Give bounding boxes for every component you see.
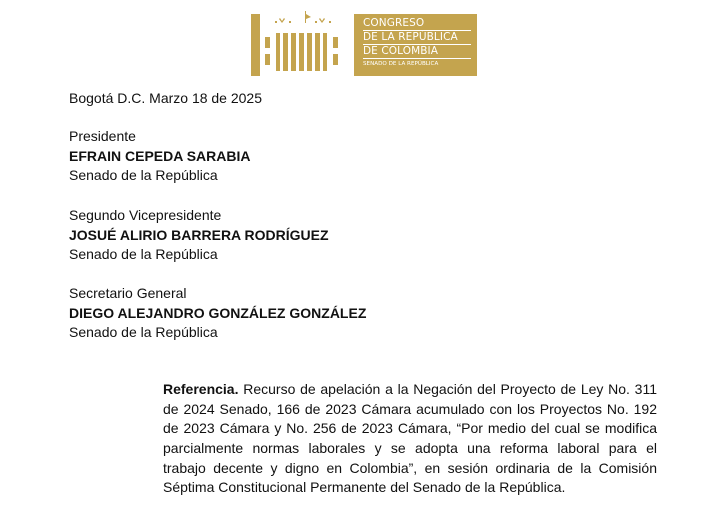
recipient-block xyxy=(69,127,251,186)
reference-line-content xyxy=(163,380,657,400)
recipient-name: DIEGO ALEJANDRO GONZÁLEZ GONZÁLEZ xyxy=(69,304,367,321)
reference-line xyxy=(163,400,657,420)
recipient-institution: Senado de la República xyxy=(69,167,218,183)
reference-text: Recurso de apelación a la Negación del Proyecto de Ley No. 311 xyxy=(238,381,657,397)
reference-text: de 2024 Senado, 166 de 2023 Cámara acumulado con los Proyectos No. 192 xyxy=(163,400,657,417)
recipient-block xyxy=(69,284,366,343)
reference-text: parcialmente normas laborales y se adopta una reforma laboral para el xyxy=(163,440,657,457)
recipient-title: Presidente xyxy=(69,128,136,144)
recipient-institution: Senado de la República xyxy=(69,324,218,340)
reference-line xyxy=(163,439,657,459)
reference-line xyxy=(163,459,657,479)
capitol-building-icon xyxy=(251,10,351,77)
reference-label: Referencia. xyxy=(163,381,239,397)
reference-line xyxy=(163,419,657,439)
logo-line-congreso: CONGRESO xyxy=(363,17,471,31)
recipient-name: EFRAIN CEPEDA SARABIA xyxy=(69,147,251,164)
logo-line-colombia: DE COLOMBIA xyxy=(363,45,471,59)
reference-paragraph xyxy=(163,380,657,498)
reference-text: de 2023 Cámara y No. 256 de 2023 Cámara, “Por medio del cual se modifica xyxy=(163,420,657,437)
recipient-block xyxy=(69,206,329,265)
recipient-title: Secretario General xyxy=(69,285,187,301)
letter-date: Bogotá D.C. Marzo 18 de 2025 xyxy=(69,90,263,106)
logo-subtitle: SENADO DE LA REPÚBLICA xyxy=(363,61,439,67)
reference-line xyxy=(163,478,657,498)
logo-line-republica: DE LA REPÚBLICA xyxy=(363,31,471,45)
reference-line xyxy=(163,380,657,400)
logo-text-box xyxy=(354,14,477,76)
recipient-institution: Senado de la República xyxy=(69,246,218,262)
recipient-name: JOSUÉ ALIRIO BARRERA RODRÍGUEZ xyxy=(69,226,329,243)
congreso-logo xyxy=(251,10,477,77)
reference-text: Séptima Constitucional Permanente del Senado de la República. xyxy=(163,479,566,496)
recipient-title: Segundo Vicepresidente xyxy=(69,207,222,223)
reference-text: trabajo decente y digno en Colombia”, en sesión ordinaria de la Comisión xyxy=(163,459,657,476)
